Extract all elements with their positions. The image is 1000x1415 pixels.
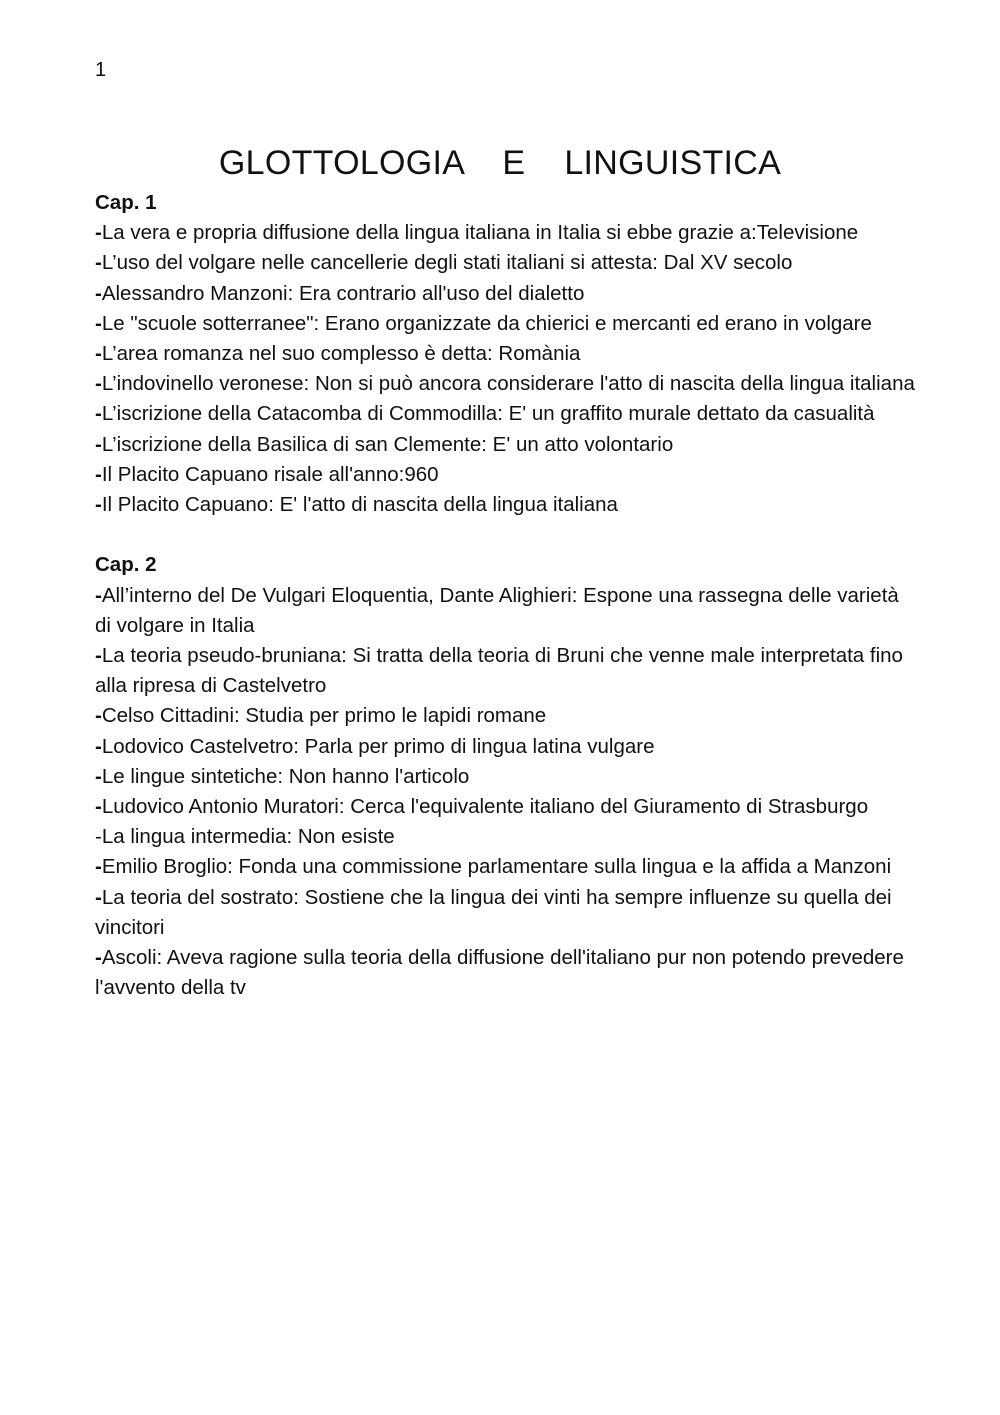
- list-item: [95, 279, 915, 309]
- section-heading: Cap. 2: [95, 553, 157, 577]
- bullet-dash: -: [95, 251, 102, 275]
- bullet-dash: -: [95, 825, 102, 849]
- list-item: [95, 339, 915, 369]
- list-item-text: All’interno del De Vulgari Eloquentia, Dante Alighieri: Espone una rassegna delle varietà di volgare in Italia: [95, 583, 899, 637]
- list-item-text: Celso Cittadini: Studia per primo le lapidi romane: [101, 704, 547, 728]
- list-item: [95, 399, 915, 429]
- list-item: [95, 792, 915, 822]
- list-item-text: Le lingue sintetiche: Non hanno l'articolo: [101, 764, 470, 788]
- list-item: [95, 248, 915, 278]
- list-item: [95, 762, 915, 792]
- list-item-text: L’iscrizione della Basilica di san Clemente: E' un atto volontario: [101, 432, 674, 456]
- list-item: [95, 883, 915, 943]
- page-number: 1: [95, 59, 107, 81]
- list-item: [95, 822, 915, 852]
- section-spacer: [95, 520, 915, 550]
- list-item-text: Emilio Broglio: Fonda una commissione parlamentare sulla lingua e la affida a Manzoni: [101, 855, 892, 879]
- bullet-dash: -: [95, 432, 102, 456]
- bullet-dash: -: [95, 372, 102, 396]
- list-item: [95, 218, 915, 248]
- list-item-text: Lodovico Castelvetro: Parla per primo di lingua latina vulgare: [101, 734, 655, 758]
- list-item: [95, 701, 915, 731]
- bullet-dash: -: [95, 795, 102, 819]
- section-cap-2: [95, 550, 915, 1003]
- list-item-text: La teoria pseudo-bruniana: Si tratta della teoria di Bruni che venne male interpretata fino alla ripresa di Castelvetro: [95, 644, 903, 698]
- list-item: [95, 369, 915, 399]
- question-list: [95, 218, 915, 520]
- list-item-text: Il Placito Capuano risale all'anno:960: [101, 462, 439, 486]
- bullet-dash: -: [95, 311, 102, 335]
- list-item: [95, 430, 915, 460]
- list-item-text: Ascoli: Aveva ragione sulla teoria della diffusione dell'italiano pur non potendo prevedere l'avvento della tv: [95, 946, 904, 1000]
- list-item-text: L’area romanza nel suo complesso è detta: Romània: [101, 342, 581, 366]
- bullet-dash: -: [95, 644, 102, 668]
- bullet-dash: -: [95, 221, 102, 245]
- document-title: GLOTTOLOGIA E LINGUISTICA: [218, 144, 782, 182]
- document-body: [95, 188, 915, 1003]
- bullet-dash: -: [95, 734, 102, 758]
- list-item-text: Le "scuole sotterranee": Erano organizzate da chierici e mercanti ed erano in volgare: [101, 311, 872, 335]
- list-item-text: Il Placito Capuano: E' l'atto di nascita della lingua italiana: [101, 493, 618, 517]
- list-item: [95, 460, 915, 490]
- section-cap-1: [95, 188, 915, 520]
- list-item-text: L’iscrizione della Catacomba di Commodilla: E' un graffito murale dettato da casualità: [101, 402, 875, 426]
- list-item: [95, 490, 915, 520]
- list-item-text: Ludovico Antonio Muratori: Cerca l'equivalente italiano del Giuramento di Strasburgo: [101, 795, 869, 819]
- list-item: [95, 641, 915, 701]
- bullet-dash: -: [95, 342, 102, 366]
- list-item: [95, 581, 915, 641]
- list-item-text: La lingua intermedia: Non esiste: [101, 825, 395, 849]
- bullet-dash: -: [95, 281, 102, 305]
- list-item: [95, 732, 915, 762]
- section-heading: Cap. 1: [95, 191, 157, 214]
- list-item-text: La teoria del sostrato: Sostiene che la lingua dei vinti ha sempre influenze su quella dei vincitori: [95, 885, 892, 939]
- list-item-text: L’uso del volgare nelle cancellerie degli stati italiani si attesta: Dal XV secolo: [101, 251, 793, 275]
- list-item: [95, 852, 915, 882]
- list-item-text: La vera e propria diffusione della lingua italiana in Italia si ebbe grazie a:Televisione: [101, 221, 859, 245]
- question-list: [95, 581, 915, 1004]
- list-item: [95, 943, 915, 1003]
- bullet-dash: -: [95, 764, 102, 788]
- bullet-dash: -: [95, 583, 102, 607]
- list-item-text: L’indovinello veronese: Non si può ancora considerare l'atto di nascita della lingua italiana: [101, 372, 915, 396]
- bullet-dash: -: [95, 402, 102, 426]
- list-item-text: Alessandro Manzoni: Era contrario all'uso del dialetto: [101, 281, 585, 305]
- bullet-dash: -: [95, 946, 102, 970]
- bullet-dash: -: [95, 493, 102, 517]
- bullet-dash: -: [95, 885, 102, 909]
- list-item: [95, 309, 915, 339]
- bullet-dash: -: [95, 462, 102, 486]
- bullet-dash: -: [95, 704, 102, 728]
- bullet-dash: -: [95, 855, 102, 879]
